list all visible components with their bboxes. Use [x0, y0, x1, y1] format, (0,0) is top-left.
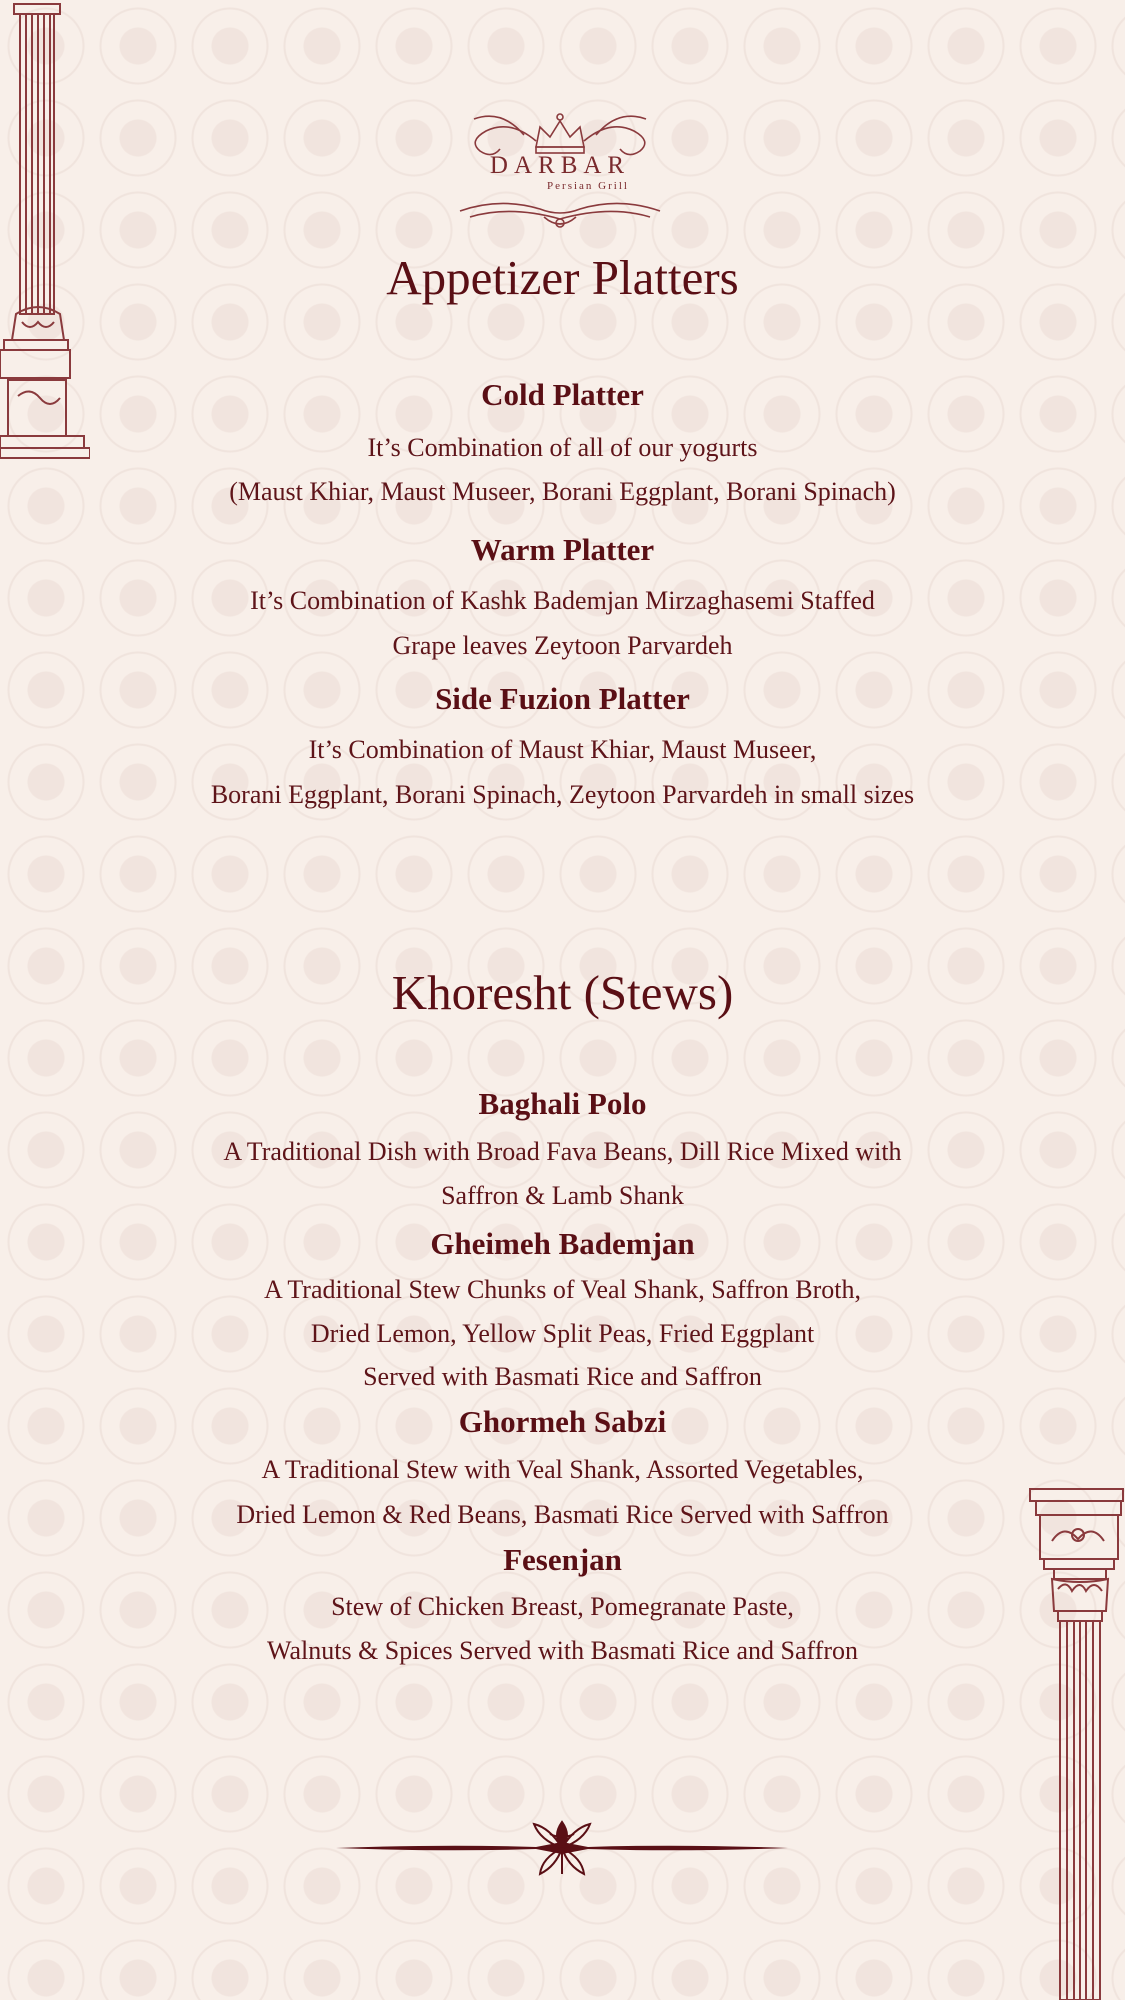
item-description-line: Dried Lemon & Red Beans, Basmati Rice Served with Saffron — [236, 1500, 889, 1529]
item-description-line: Served with Basmati Rice and Saffron — [363, 1362, 762, 1391]
item-description-line: A Traditional Stew with Veal Shank, Assorted Vegetables, — [261, 1455, 864, 1484]
brand-name: DARBAR — [489, 152, 631, 179]
item-description-line: Borani Eggplant, Borani Spinach, Zeytoon Parvardeh in small sizes — [210, 780, 915, 809]
item-description-line: Walnuts & Spices Served with Basmati Rice and Saffron — [267, 1636, 858, 1665]
item-name-side-fuzion-platter: Side Fuzion Platter — [435, 681, 690, 716]
item-name-baghali-polo: Baghali Polo — [478, 1086, 647, 1121]
item-description-line: It’s Combination of Kashk Bademjan Mirzaghasemi Staffed — [250, 586, 875, 615]
item-description-line: Grape leaves Zeytoon Parvardeh — [392, 631, 733, 660]
item-description-line: Saffron & Lamb Shank — [441, 1181, 684, 1210]
item-description-line: Dried Lemon, Yellow Split Peas, Fried Eggplant — [310, 1319, 815, 1348]
section-title-khoresht: Khoresht (Stews) — [391, 965, 734, 1020]
item-description-line: It’s Combination of Maust Khiar, Maust Museer, — [308, 735, 817, 764]
item-description-line: (Maust Khiar, Maust Museer, Borani Eggplant, Borani Spinach) — [229, 477, 896, 506]
item-description-line: A Traditional Dish with Broad Fava Beans, Dill Rice Mixed with — [223, 1137, 902, 1166]
item-description-line: A Traditional Stew Chunks of Veal Shank, Saffron Broth, — [263, 1275, 862, 1304]
section-title-appetizers: Appetizer Platters — [386, 250, 739, 305]
item-name-cold-platter: Cold Platter — [481, 377, 644, 412]
item-name-gheimeh-bademjan: Gheimeh Bademjan — [430, 1226, 695, 1261]
item-name-fesenjan: Fesenjan — [503, 1542, 622, 1577]
item-description-line: Stew of Chicken Breast, Pomegranate Paste, — [331, 1592, 794, 1621]
brand-subtitle: Persian Grill — [547, 180, 629, 192]
item-description-line: It’s Combination of all of our yogurts — [367, 433, 758, 462]
item-name-warm-platter: Warm Platter — [470, 532, 655, 567]
item-name-ghormeh-sabzi: Ghormeh Sabzi — [458, 1404, 667, 1439]
lotus-divider-icon — [336, 1818, 788, 1878]
